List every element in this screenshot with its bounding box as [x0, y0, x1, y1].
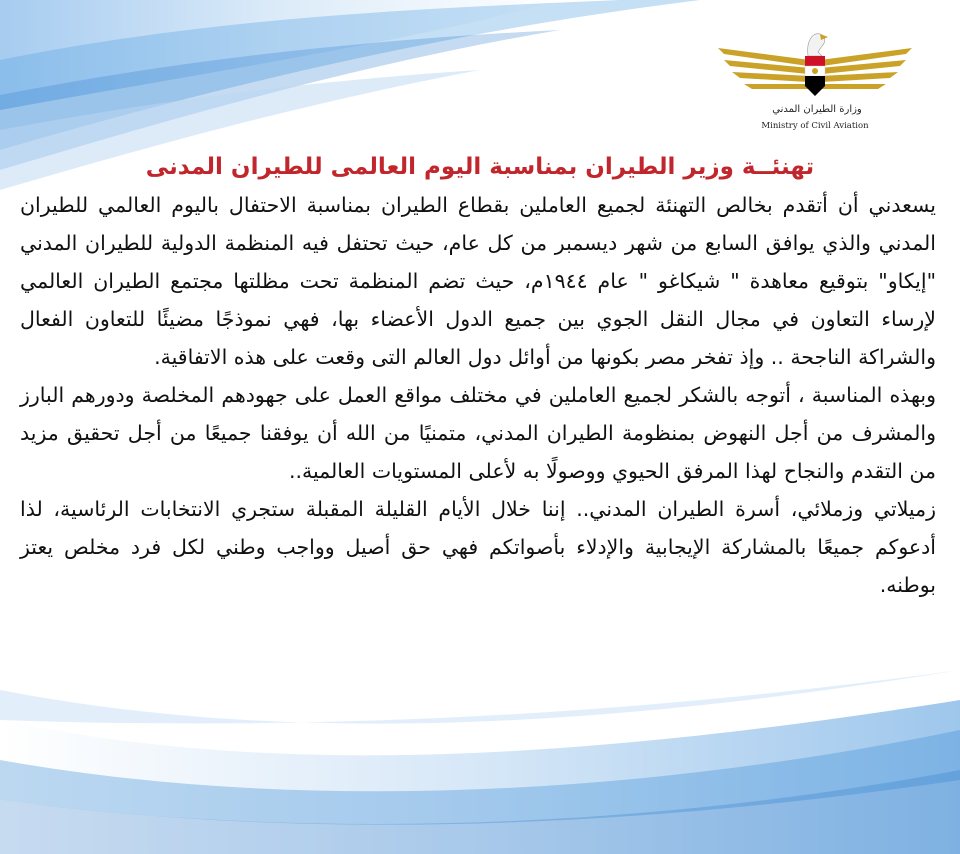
- document-body: [20, 186, 936, 604]
- logo-arabic-name: وزارة الطيران المدني: [772, 104, 862, 115]
- eagle-wings-flag-icon: [710, 22, 920, 102]
- document-title: تهنئــة وزير الطيران بمناسبة اليوم العالمى للطيران المدنى: [145, 154, 815, 180]
- paragraph-thanks: وبهذه المناسبة ، أتوجه بالشكر لجميع العاملين في مختلف مواقع العمل على جهودهم المخلصة ودورهم البارز والمشرف من أجل النهوض بمنظومة الطيران المدني، متمنيًا من الله أن يوفقنا جميعًا من أجل تحقيق مزيد من التقدم والنجاح لهذا المرفق الحيوي ووصولًا به لأعلى المستويات العالمية..: [20, 383, 936, 483]
- ministry-logo: [700, 22, 930, 137]
- logo-english-name: Ministry of Civil Aviation: [761, 121, 869, 131]
- paragraph-congratulations: يسعدني أن أتقدم بخالص التهنئة لجميع العاملين بقطاع الطيران بمناسبة الاحتفال باليوم العالمي للطيران المدني والذي يوافق السابع من شهر ديسمبر من كل عام، حيث تحتفل فيه المنظمة الدولية للطيران المدني "إيكاو" بتوقيع معاهدة " شيكاغو " عام ١٩٤٤م، حيث تضم المنظمة تحت مظلتها مجتمع الطيران العالمي لإرساء التعاون في مجال النقل الجوي بين جميع الدول الأعضاء بها، فهي نموذجًا مضيئًا للتعاون الفعال والشراكة الناجحة .. وإذ تفخر مصر بكونها من أوائل دول العالم التى وقعت على هذه الاتفاقية.: [20, 193, 937, 369]
- paragraph-elections: زميلاتي وزملائي، أسرة الطيران المدني.. إننا خلال الأيام القليلة المقبلة ستجري الانتخابات الرئاسية، لذا أدعوكم جميعًا بالمشاركة الإيجابية والإدلاء بأصواتكم فهي حق أصيل وواجب وطني لكل فرد مخلص يعتز بوطنه.: [20, 497, 936, 597]
